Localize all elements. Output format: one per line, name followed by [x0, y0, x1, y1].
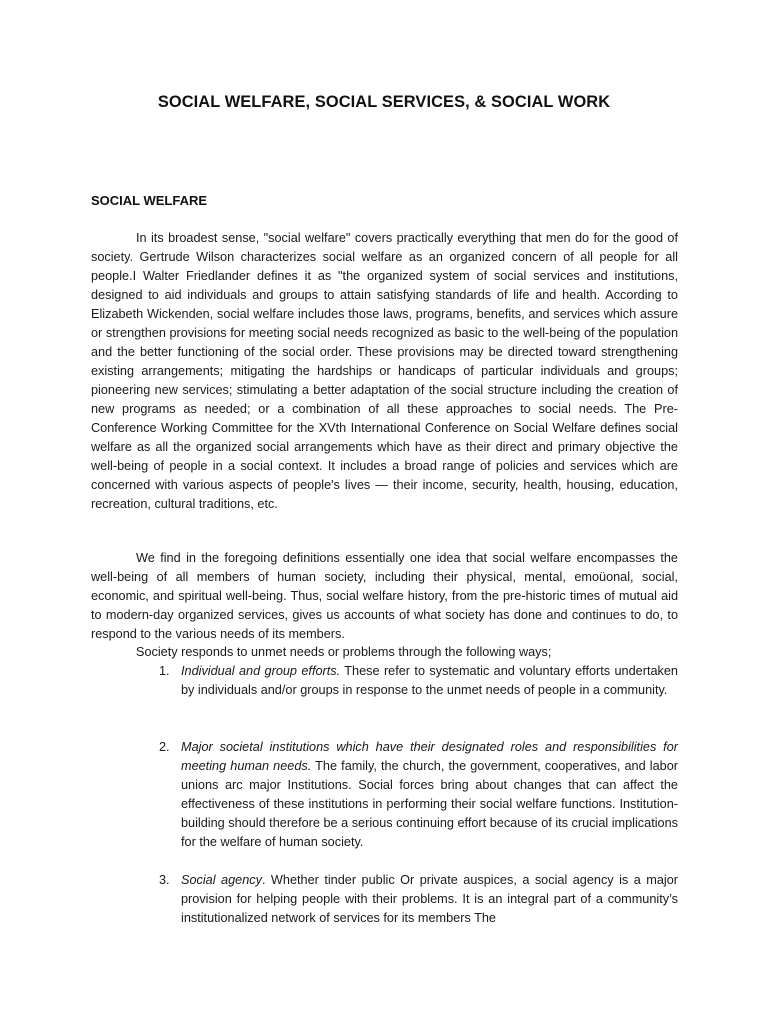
list-item-italic-lead: Social agency — [181, 873, 262, 887]
list-number: 3. — [159, 873, 170, 887]
list-item-italic-lead: Major societal institutions which have their designated roles and responsibilities for meeting human needs. — [181, 740, 678, 773]
list-text — [181, 738, 678, 852]
list-item-italic-lead: Individual and group efforts. — [181, 664, 341, 678]
list-item-body: . Whether tinder public Or private auspices, a social agency is a major provision for helping people with their problems. It is an integral part of a community’s institutionalized network of services for its members The — [181, 873, 678, 925]
list-number: 2. — [159, 740, 170, 754]
paragraph-1: In its broadest sense, "social welfare" covers practically everything that men do for the good of society. Gertrude Wilson characterizes social welfare as an organized concern of all people for all people.I Walter Friedlander defines it as "the organized system of social services and institutions, designed to aid individuals and groups to attain satisfying standards of life and health. According to Elizabeth Wickenden, social welfare includes those laws, programs, benefits, and services which assure or strengthen provisions for meeting social needs recognized as basic to the well-being of the population and the better functioning of the social order. These provisions may be directed toward strengthening existing arrangements; mitigating the hardships or handicaps of particular individuals and groups; pioneering new services; stimulating a better adaptation of the social structure including the creation of new programs as needed; or a combination of all these approaches to social needs. The Pre-Conference Working Committee for the XVth International Conference on Social Welfare defines social welfare as all the organized social arrangements which have as their direct and primary objective the well-being of people in a social context. It includes a broad range of policies and services which are concerned with various aspects of people's lives — their income, security, health, housing, education, recreation, cultural traditions, etc. — [91, 231, 678, 511]
list-text — [181, 871, 678, 928]
list-item-body: These refer to systematic and voluntary efforts undertaken by individuals and/or groups in response to the unmet needs of people in a community. — [181, 664, 678, 697]
document-title: SOCIAL WELFARE, SOCIAL SERVICES, & SOCIAL WORK — [157, 93, 611, 111]
section-heading: SOCIAL WELFARE — [91, 193, 208, 208]
paragraph-2: We find in the foregoing definitions essentially one idea that social welfare encompasses the well-being of all members of human society, including their physical, mental, emoüonal, social, economic, and spiritual well-being. Thus, social welfare history, from the pre-historic times of mutual aid to modern-day organized services, gives us accounts of what society has done and continues to do, to respond to the various needs of its members. — [91, 551, 678, 641]
list-intro: Society responds to unmet needs or problems through the following ways; — [136, 645, 552, 659]
list-text — [181, 662, 678, 700]
list-item-body: The family, the church, the government, cooperatives, and labor unions arc major Institutions. Social forces bring about changes that can affect the effectiveness of these institutions in performing their social welfare functions. Institution-building should therefore be a serious continuing effort because of its crucial implications for the welfare of human society. — [181, 759, 678, 849]
list-number: 1. — [159, 664, 170, 678]
